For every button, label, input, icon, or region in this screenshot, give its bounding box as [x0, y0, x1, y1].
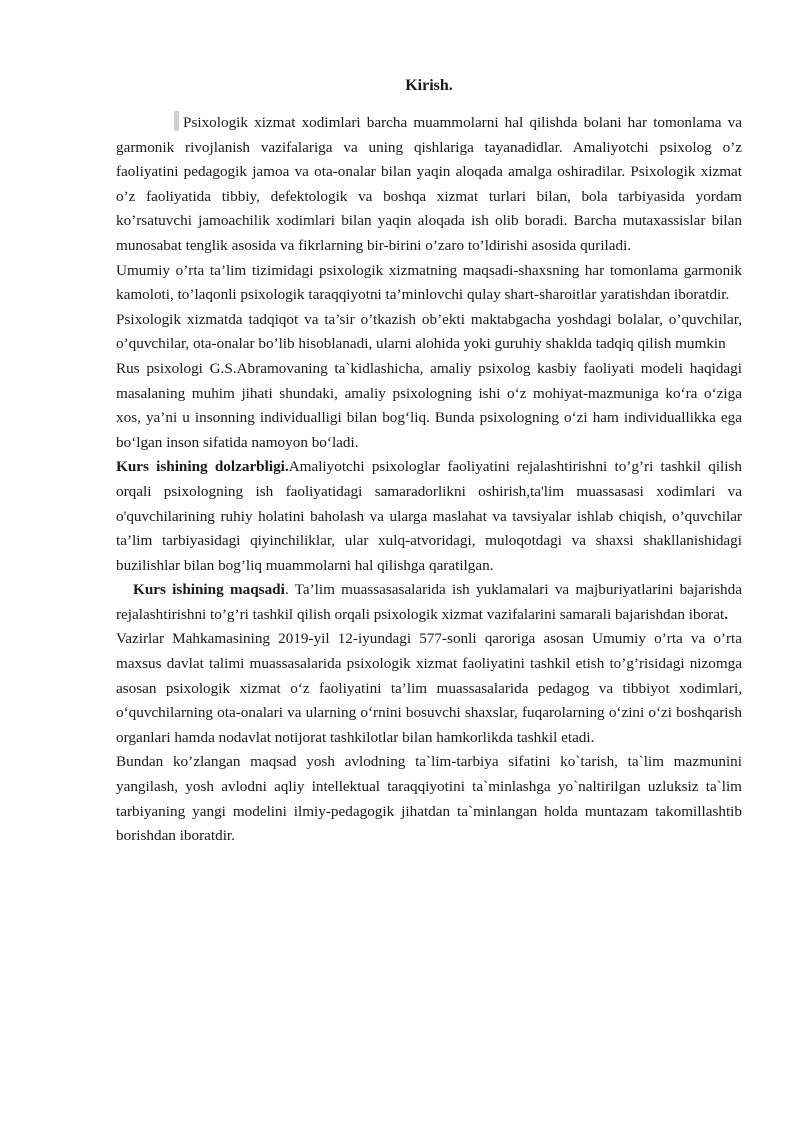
paragraph-aim: Bundan ko’zlangan maqsad yosh avlodning ta`lim-tarbiya sifatini ko`tarish, ta`lim mazmunini yangilash, yosh avlodni aqliy intellektual taraqqiyotini ta`minlashga yo`naltirilgan uzluksiz ta`lim tarbiyaning yangi modelini ilmiy-pedagogik jihatdan ta`minlangan holda muntazam takomillashtib borishdan iboratdir.	[116, 753, 742, 845]
document-page	[116, 74, 742, 849]
purpose-text: . Ta’lim muassasasalarida ish yuklamalari va majburiyatlarini bajarishda rejalashtirishni to’g’ri tashkil qilish orqali psixologik xizmat vazifalarini samarali bajarishdan iborat	[116, 581, 742, 623]
paragraph-goal: Umumiy o’rta ta’lim tizimidagi psixologik xizmatning maqsadi-shaxsning har tomonlama garmonik kamoloti, to’laqonli psixologik taraqqiyotni ta’minlovchi qulay shart-sharoitlar yaratishdan iboratdir.	[116, 261, 742, 304]
relevance-text: Amaliyotchi psixologlar faoliyatini rejalashtirishni to’g’ri tashkil qilish orqali psixologning ish faoliyatidagi samaradorlikni oshirish,ta'lim muassasasi xodimlari va o'quvchilarining ruhiy holatini baholash va ularga maslahat va tavsiyalar ishlab chiqish, o’quvchilar ta’lim tarbiyasidagi qiyinchiliklar, ular xulq-atvoridagi, muloqotdagi va shaxsi shakllanishidagi buzilishlar bilan bog’liq muammolarni hal qilishga qaratilgan.	[116, 458, 742, 574]
paragraph-object: Psixologik xizmatda tadqiqot va ta’sir o’tkazish ob’ekti maktabgacha yoshdagi bolalar, o’quvchilar, o’quvchilar, ota-onalar bo’lib hisoblanadi, ularni alohida yoki guruhiy shaklda tadqiq qilish mumkin	[116, 310, 742, 353]
paragraph-abramova: Rus psixologi G.S.Abramovaning ta`kidlashicha, amaliy psixolog kasbiy faoliyati modeli haqidagi masalaning muhim jihati shundaki, amaliy psixologning ishi o‘z mohiyat-mazmuniga ko‘ra o‘ziga xos, ya’ni u insonning individualligi bilan bog‘liq. Bunda psixologning o‘zi ham individuallikka ega bo‘lgan inson sifatida namoyon bo‘ladi.	[116, 359, 742, 451]
paragraph-relevance	[116, 455, 742, 578]
paragraph-regulation: Vazirlar Mahkamasining 2019-yil 12-iyundagi 577-sonli qaroriga asosan Umumiy o’rta va o’rta maxsus davlat talimi muassasalarida psixologik xizmat faoliyatini tashkil etish to’g’risidagi nizomga asosan psixologik xizmat o‘z faoliyatini ta’lim muassasalarida pedagog va tibbiyot xodimlari, o‘quvchilarning ota-onalari va ularning o‘rnini bosuvchi shaxslar, fuqarolarning o‘zini o‘zi boshqarish organlari hamda nodavlat notijorat tashkilotlar bilan hamkorlikda tashkil etadi.	[116, 630, 742, 746]
paragraph-purpose	[116, 578, 742, 627]
purpose-heading: Kurs ishining maqsadi	[133, 581, 285, 599]
page-title: Kirish.	[405, 77, 453, 94]
text-cursor-marker	[174, 111, 179, 131]
purpose-end: .	[724, 605, 728, 623]
paragraph-intro-text: Psixologik xizmat xodimlari barcha muammolarni hal qilishda bolani har tomonlama va garmonik rivojlanish vazifalariga va uning qishlariga tayanadidlar. Amaliyotchi psixolog o’z faoliyatini pedagogik jamoa va ota-onalar bilan yaqin aloqada amalga oshiradilar. Psixologik xizmat o’z faoliyatida tibbiy, defektologik va boshqa xizmat turlari bilan, bola tarbiyasida yordam ko’rsatuvchi jamoachilik xodimlari bilan yaqin aloqada ish olib boradi. Barcha mutaxassislar bilan munosabat tenglik asosida va fikrlarning bir-birini o’zaro to’ldirishi asosida quriladi.	[116, 114, 742, 254]
paragraph-intro	[116, 111, 742, 259]
relevance-heading: Kurs ishining dolzarbligi.	[116, 458, 289, 476]
